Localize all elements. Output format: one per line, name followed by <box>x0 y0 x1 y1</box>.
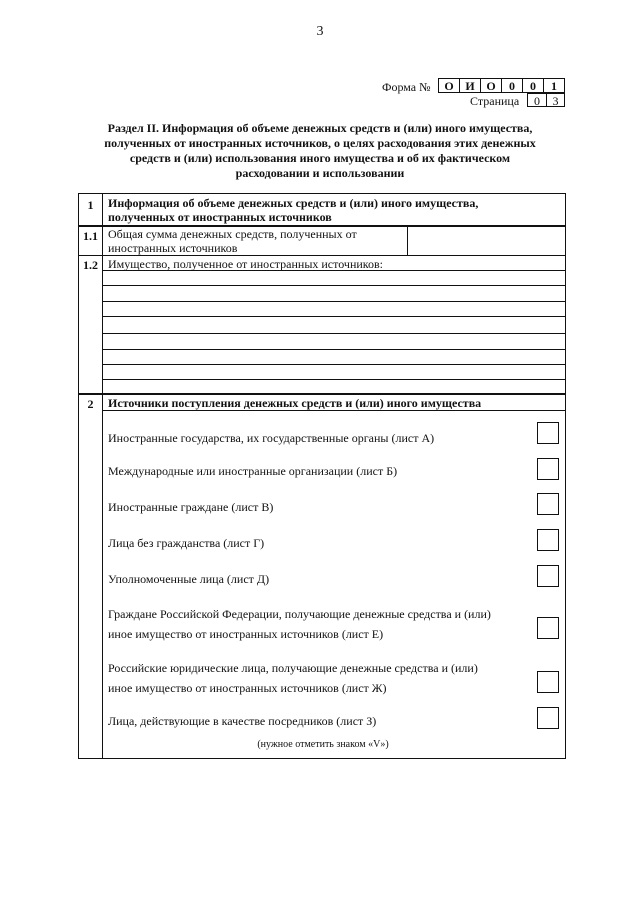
source-item-label <box>108 658 478 698</box>
page-number: 3 <box>316 24 324 39</box>
source-item-label: Лица без гражданства (лист Г) <box>108 536 265 550</box>
column-divider <box>102 194 103 758</box>
footnote: (нужное отметить знаком «V») <box>257 739 389 750</box>
total-amount-label-line: Общая сумма денежных средств, полученных от <box>108 227 357 241</box>
fill-line[interactable] <box>102 270 565 271</box>
total-amount-label <box>108 227 357 255</box>
source-item-label: Международные или иностранные организации (лист Б) <box>108 464 398 478</box>
source-item-label-line: Граждане Российской Федерации, получающие денежные средства и (или) <box>108 607 491 621</box>
form-number-label: Форма № <box>382 80 431 94</box>
section-title-line: Раздел II. Информация об объеме денежных средств и (или) иного имущества, <box>107 121 533 135</box>
fill-line[interactable] <box>102 333 565 334</box>
source-checkbox[interactable] <box>537 617 559 639</box>
form-code-cell: О <box>438 78 459 93</box>
form-code-cell: 0 <box>501 78 522 93</box>
section-title-line: средств и (или) использования иного имущества и об их фактическом <box>129 151 511 165</box>
section-title-line: расходовании и использовании <box>235 166 405 180</box>
source-checkbox[interactable] <box>537 529 559 551</box>
page-label: Страница <box>470 94 520 108</box>
fill-line[interactable] <box>102 379 565 380</box>
source-item-label: Уполномоченные лица (лист Д) <box>108 572 270 586</box>
row-number: 2 <box>87 397 94 411</box>
source-checkbox[interactable] <box>537 565 559 587</box>
row1-title-line: Информация об объеме денежных средств и (или) иного имущества, <box>108 196 479 210</box>
row-number: 1.2 <box>83 258 98 272</box>
section-title <box>100 121 540 181</box>
row-number: 1 <box>87 198 94 212</box>
source-item-label-line: иное имущество от иностранных источников (лист Ж) <box>108 681 387 695</box>
total-amount-field[interactable] <box>413 232 558 248</box>
form-code-cell: О <box>480 78 501 93</box>
source-checkbox[interactable] <box>537 671 559 693</box>
fill-line[interactable] <box>102 285 565 286</box>
row-number: 1.1 <box>83 229 98 243</box>
property-label: Имущество, полученное от иностранных источников: <box>108 257 384 271</box>
fill-line[interactable] <box>102 349 565 350</box>
page-number-cell[interactable]: 3 <box>546 93 565 107</box>
source-item-label-line: иное имущество от иностранных источников (лист Е) <box>108 627 384 641</box>
source-item-label: Иностранные граждане (лист В) <box>108 500 274 514</box>
row1-title <box>108 196 478 224</box>
column-divider <box>407 225 408 255</box>
form-table <box>78 193 566 759</box>
source-checkbox[interactable] <box>537 422 559 444</box>
total-amount-label-line: иностранных источников <box>108 241 238 255</box>
fill-line[interactable] <box>102 301 565 302</box>
divider <box>79 255 565 256</box>
form-code-cell: 1 <box>543 78 565 93</box>
section-title-line: полученных от иностранных источников, о целях расходования этих денежных <box>104 136 536 150</box>
form-code-cell: И <box>459 78 480 93</box>
divider <box>102 410 565 411</box>
sources-title: Источники поступления денежных средств и (или) иного имущества <box>108 396 482 410</box>
form-code-cell: 0 <box>522 78 543 93</box>
page-number-cell[interactable]: 0 <box>527 93 546 107</box>
fill-line[interactable] <box>102 316 565 317</box>
source-checkbox[interactable] <box>537 707 559 729</box>
divider <box>79 393 565 395</box>
row1-title-line: полученных от иностранных источников <box>108 210 332 224</box>
fill-line[interactable] <box>102 364 565 365</box>
source-item-label: Иностранные государства, их государственные органы (лист А) <box>108 431 435 445</box>
source-item-label: Лица, действующие в качестве посредников (лист З) <box>108 714 377 728</box>
source-checkbox[interactable] <box>537 458 559 480</box>
source-checkbox[interactable] <box>537 493 559 515</box>
source-item-label <box>108 604 491 644</box>
source-item-label-line: Российские юридические лица, получающие денежные средства и (или) <box>108 661 478 675</box>
